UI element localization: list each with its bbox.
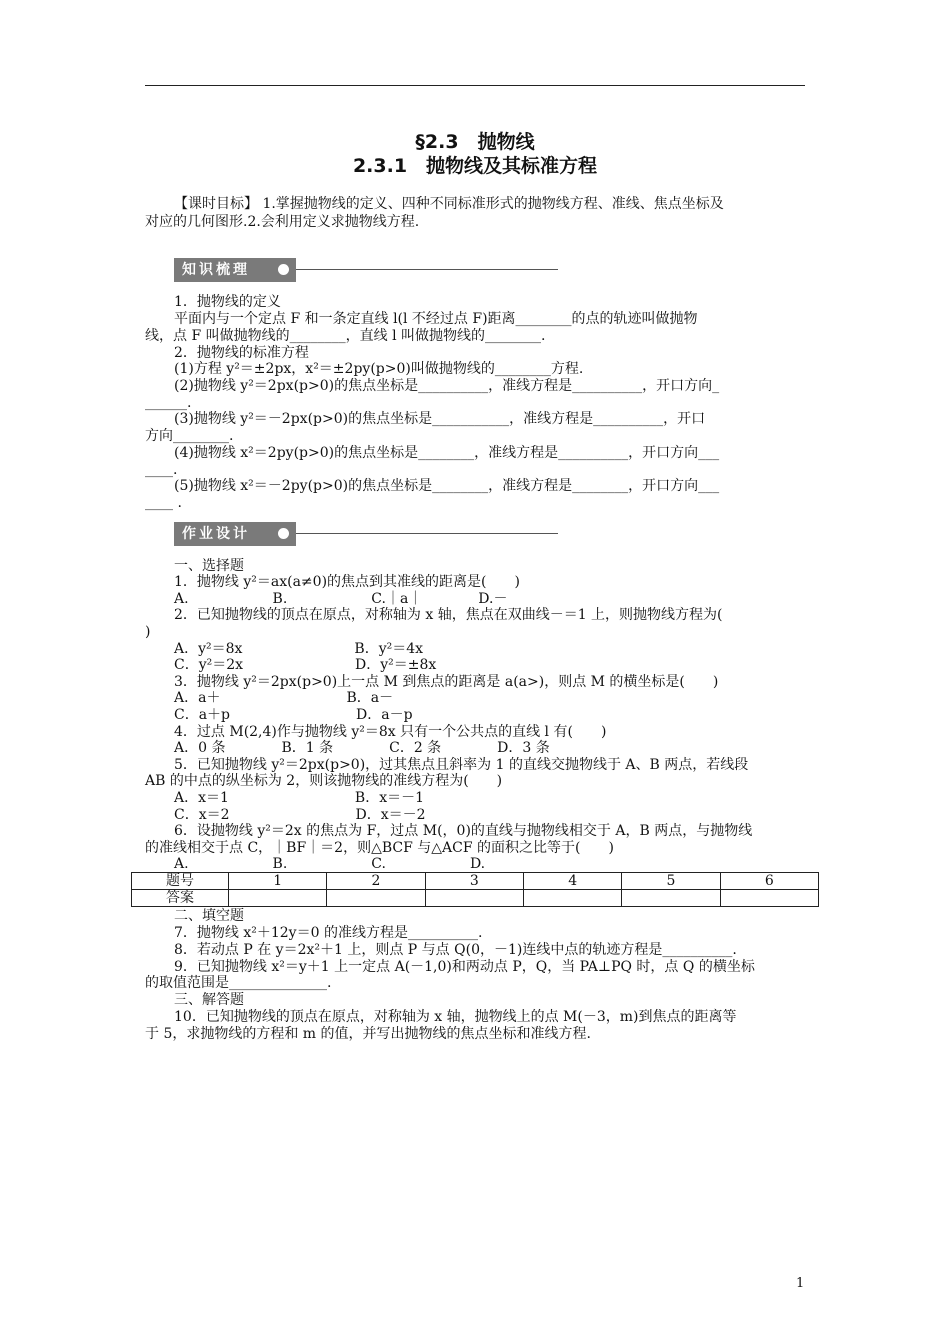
answer-cell[interactable] (425, 890, 523, 907)
answer-cell[interactable] (622, 890, 720, 907)
homework-line: 的准线相交于点 C，｜BF｜＝2，则△BCF 与△ACF 的面积之比等于( ) (145, 840, 614, 856)
homework-line: 3．抛物线 y²＝2px(p>0)上一点 M 到焦点的距离是 a(a>)，则点 M 的横坐标是( ) (174, 674, 719, 690)
objective-line-2: 对应的几何图形.2.会利用定义求抛物线方程. (145, 214, 420, 230)
banner-rule (296, 269, 558, 270)
table-row (132, 890, 819, 907)
homework-line: 2．已知抛物线的顶点在原点，对称轴为 x 轴，焦点在双曲线－＝1 上，则抛物线方程为( (174, 607, 723, 623)
homework-line: ) (145, 624, 151, 640)
knowledge-line: ______. (145, 395, 192, 411)
homework-line: C．a＋p D．a－p (174, 707, 413, 723)
answer-table (131, 872, 819, 907)
knowledge-line: 线，点 F 叫做抛物线的________，直线 l 叫做抛物线的________. (145, 328, 546, 344)
fill-line: 的取值范围是______________. (145, 975, 332, 991)
answer-cell[interactable] (327, 890, 425, 907)
knowledge-line: (4)抛物线 x²＝2py(p>0)的焦点坐标是________，准线方程是__________，开口方向___ (174, 445, 720, 461)
section-title: §2.3 抛物线 (415, 131, 535, 153)
bullet-dot-icon (278, 264, 289, 275)
table-cell: 1 (229, 873, 327, 890)
knowledge-line: ____ . (145, 495, 182, 511)
answer-cell[interactable] (720, 890, 818, 907)
fill-line: 二、填空题 (174, 908, 244, 924)
homework-line: 1．抛物线 y²＝ax(a≠0)的焦点到其准线的距离是( ) (174, 574, 520, 590)
objective-line-1: 【课时目标】 1.掌握抛物线的定义、四种不同标准形式的抛物线方程、准线、焦点坐标及 (174, 196, 724, 212)
homework-line: 6．设抛物线 y²＝2x 的焦点为 F，过点 M(，0)的直线与抛物线相交于 A，B 两点，与抛物线 (174, 823, 753, 839)
table-cell: 4 (523, 873, 621, 890)
subsection-title: 2.3.1 抛物线及其标准方程 (352, 155, 598, 177)
knowledge-line: 1．抛物线的定义 (174, 294, 281, 310)
table-cell: 5 (622, 873, 720, 890)
header-rule (145, 85, 805, 86)
knowledge-line: 2．抛物线的标准方程 (174, 345, 309, 361)
fill-line: 9．已知抛物线 x²＝y＋1 上一定点 A(－1,0)和两动点 P，Q，当 PA⊥PQ 时，点 Q 的横坐标 (174, 959, 755, 975)
fill-line: 8．若动点 P 在 y＝2x²＋1 上，则点 P 与点 Q(0，－1)连线中点的轨迹方程是__________. (174, 942, 737, 958)
bullet-dot-icon (278, 528, 289, 539)
homework-line: 5．已知抛物线 y²＝2px(p>0)，过其焦点且斜率为 1 的直线交抛物线于 A、B 两点，若线段 (174, 757, 749, 773)
homework-line: A．a＋ B．a－ (174, 690, 394, 706)
knowledge-banner-label: 知识梳理 (174, 258, 296, 282)
knowledge-line: (1)方程 y²＝±2px，x²＝±2py(p>0)叫做抛物线的________方程. (174, 361, 584, 377)
knowledge-line: 方向________. (145, 428, 234, 444)
table-row (132, 873, 819, 890)
homework-line: C．y²＝2x D．y²＝±8x (174, 657, 437, 673)
banner-rule (296, 533, 558, 534)
knowledge-line: ____. (145, 462, 178, 478)
table-cell: 题号 (132, 873, 229, 890)
fill-line: 7．抛物线 x²＋12y＝0 的准线方程是__________. (174, 925, 483, 941)
homework-line: A. B. C.｜a｜ D.－ (174, 591, 508, 607)
table-cell: 6 (720, 873, 818, 890)
homework-line: A．y²＝8x B．y²＝4x (174, 641, 424, 657)
page-number: 1 (796, 1276, 805, 1291)
homework-line: A．0 条 B．1 条 C．2 条 D．3 条 (174, 740, 550, 756)
homework-line: A. B. C. D. (174, 856, 486, 872)
answer-cell[interactable] (229, 890, 327, 907)
answer-cell[interactable] (523, 890, 621, 907)
table-cell: 答案 (132, 890, 229, 907)
fill-line: 10．已知抛物线的顶点在原点，对称轴为 x 轴，抛物线上的点 M(－3，m)到焦点的距离等 (174, 1009, 737, 1025)
fill-line: 三、解答题 (174, 992, 244, 1008)
homework-line: A．x＝1 B．x＝－1 (174, 790, 425, 806)
knowledge-line: (5)抛物线 x²＝－2py(p>0)的焦点坐标是________，准线方程是________，开口方向___ (174, 478, 720, 494)
knowledge-line: 平面内与一个定点 F 和一条定直线 l(l 不经过点 F)距离________的点的轨迹叫做抛物 (174, 311, 698, 327)
fill-line: 于 5，求抛物线的方程和 m 的值，并写出抛物线的焦点坐标和准线方程. (145, 1026, 591, 1042)
homework-banner-label: 作业设计 (174, 522, 296, 546)
table-cell: 2 (327, 873, 425, 890)
knowledge-line: (2)抛物线 y²＝2px(p>0)的焦点坐标是__________，准线方程是__________，开口方向_ (174, 378, 720, 394)
knowledge-line: (3)抛物线 y²＝－2px(p>0)的焦点坐标是___________，准线方程是__________，开口 (174, 411, 706, 427)
homework-line: AB 的中点的纵坐标为 2，则该抛物线的准线方程为( ) (145, 773, 503, 789)
table-cell: 3 (425, 873, 523, 890)
homework-line: C．x＝2 D．x＝－2 (174, 807, 426, 823)
homework-line: 4．过点 M(2,4)作与抛物线 y²＝8x 只有一个公共点的直线 l 有( ) (174, 724, 607, 740)
homework-line: 一、选择题 (174, 558, 244, 574)
